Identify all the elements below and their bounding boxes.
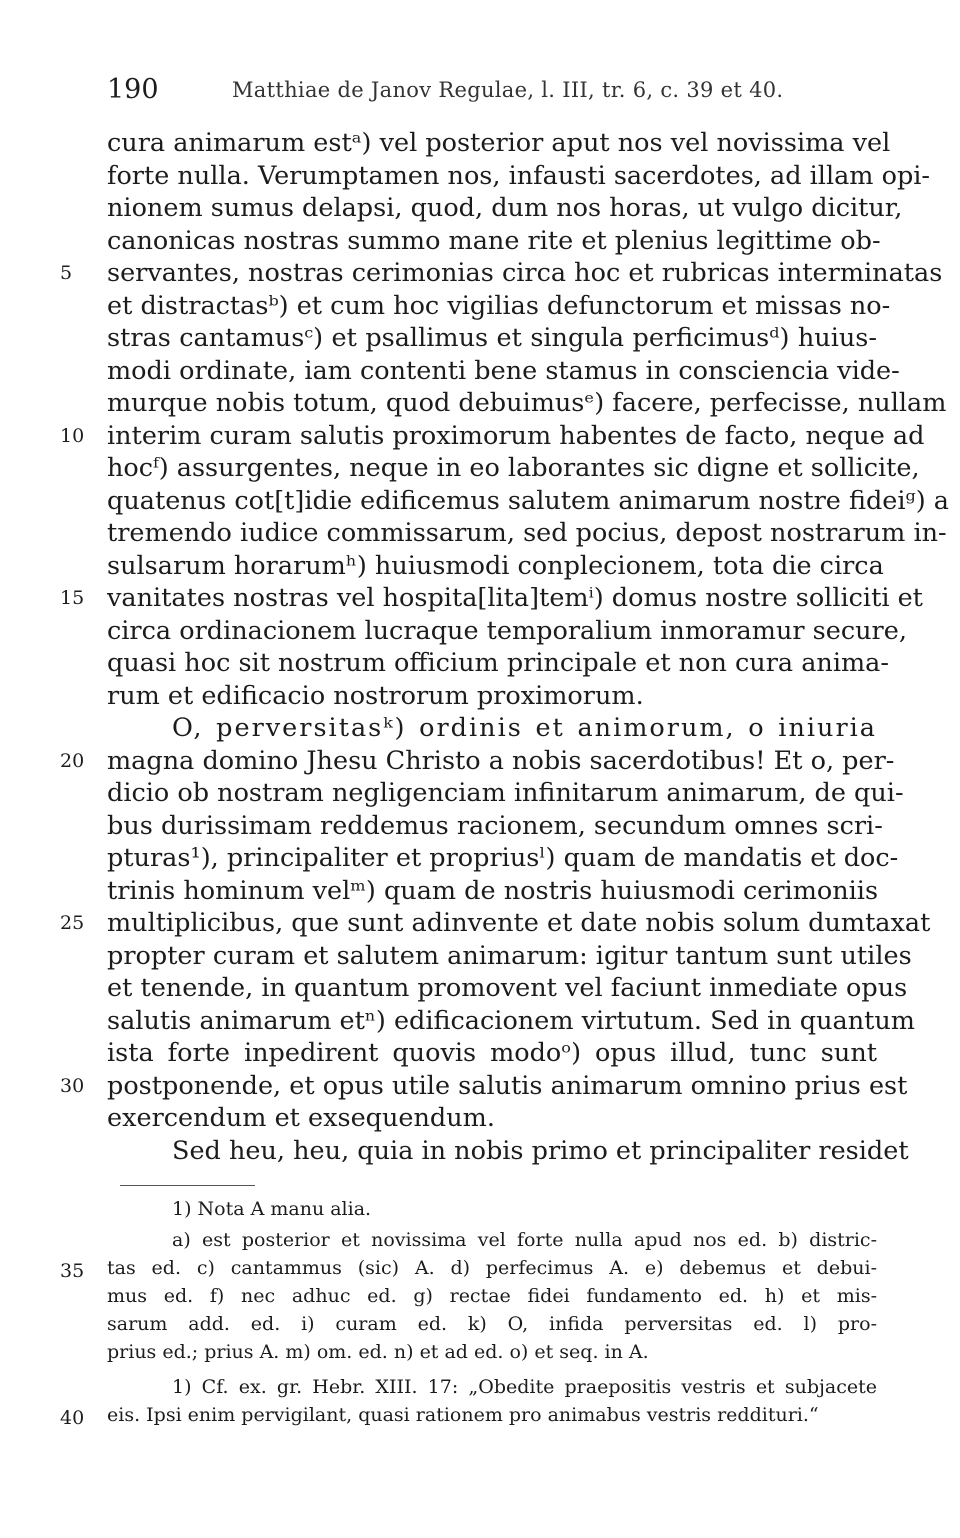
text-line: nionem sumus delapsi, quod, dum nos horas, ut vulgo dicitur,: [107, 193, 903, 223]
text-line: trinis hominum velᵐ) quam de nostris huiusmodi cerimoniis: [107, 875, 879, 906]
footnote-line: sarum add. ed. i) curam ed. k) O, infida perversitas ed. l) pro-: [107, 1313, 877, 1335]
footnote-divider: [120, 1185, 255, 1186]
text-line: servantes, nostras cerimonias circa hoc et rubricas interminatas: [107, 258, 943, 288]
text-line: bus durissimam reddemus racionem, secundum omnes scri-: [107, 810, 883, 841]
text-line: dicio ob nostram negligenciam infinitarum animarum, de qui-: [107, 778, 904, 808]
text-line: exercendum et exsequendum.: [107, 1103, 495, 1133]
footnote-line: 1) Cf. ex. gr. Hebr. XIII. 17: „Obedite praepositis vestris et subjacete: [172, 1376, 877, 1398]
text-line: tremendo iudice commissarum, sed pocius, depost nostrarum in-: [107, 518, 947, 548]
footnote-line: tas ed. c) cantammus (sic) A. d) perfecimus A. e) debemus et debui-: [107, 1257, 877, 1279]
text-line: rum et edificacio nostrorum proximorum.: [107, 680, 644, 711]
text-line: sulsarum horarumʰ) huiusmodi conplecionem, tota die circa: [107, 550, 884, 581]
text-line: postponende, et opus utile salutis animarum omnino prius est: [107, 1070, 908, 1101]
text-line: propter curam et salutem animarum: igitur tantum sunt utiles: [107, 940, 912, 971]
text-line: multiplicibus, que sunt adinvente et date nobis solum dumtaxat: [107, 908, 931, 938]
page-header: [0, 70, 960, 110]
text-line: O, perversitasᵏ) ordinis et animorum, o iniuria: [172, 713, 877, 743]
running-title: Matthiae de Janov Regulae, l. III, tr. 6, c. 39 et 40.: [232, 78, 784, 102]
text-line: et distractasᵇ) et cum hoc vigilias defunctorum et missas no-: [107, 290, 891, 321]
line-number: 35: [60, 1260, 85, 1282]
line-number: 5: [60, 262, 73, 284]
page-number: 190: [107, 74, 159, 105]
text-line: salutis animarum etⁿ) edificacionem virtutum. Sed in quantum: [107, 1005, 915, 1036]
text-line: quasi hoc sit nostrum officium principale et non cura anima-: [107, 648, 889, 678]
text-line: forte nulla. Verumptamen nos, infausti sacerdotes, ad illam opi-: [107, 160, 931, 191]
footnote-line: prius ed.; prius A. m) om. ed. n) et ad ed. o) et seq. in A.: [107, 1341, 649, 1363]
text-line: circa ordinacionem lucraque temporalium inmoramur secure,: [107, 615, 907, 646]
line-number: 25: [60, 912, 85, 934]
text-line: Sed heu, heu, quia in nobis primo et principaliter residet: [172, 1135, 909, 1166]
footnote-line: mus ed. f) nec adhuc ed. g) rectae fidei fundamento ed. h) et mis-: [107, 1285, 877, 1307]
line-number: 20: [60, 749, 85, 772]
line-number: 30: [60, 1074, 85, 1097]
text-line: quatenus cot[t]idie edificemus salutem animarum nostre fideiᵍ) a: [107, 485, 950, 516]
footnote-line: a) est posterior et novissima vel forte nulla apud nos ed. b) distric-: [172, 1229, 877, 1251]
line-number: 40: [60, 1407, 85, 1429]
footnote-line: eis. Ipsi enim pervigilant, quasi rationem pro animabus vestris reddituri.“: [107, 1404, 819, 1426]
text-line: modi ordinate, iam contenti bene stamus in consciencia vide-: [107, 355, 900, 386]
text-line: pturas¹), principaliter et propriusˡ) quam de mandatis et doc-: [107, 843, 899, 873]
text-line: canonicas nostras summo mane rite et plenius legittime ob-: [107, 225, 881, 256]
line-number: 10: [60, 424, 85, 447]
text-line: magna domino Jhesu Christo a nobis sacerdotibus! Et o, per-: [107, 745, 895, 776]
text-line: ista forte inpedirent quovis modoᵒ) opus illud, tunc sunt: [107, 1038, 877, 1068]
text-line: et tenende, in quantum promovent vel faciunt inmediate opus: [107, 973, 908, 1003]
text-line: cura animarum estᵃ) vel posterior aput nos vel novissima vel: [107, 128, 891, 158]
text-line: hocᶠ) assurgentes, neque in eo laborantes sic digne et sollicite,: [107, 453, 920, 483]
line-number: 15: [60, 587, 85, 609]
text-line: murque nobis totum, quod debuimusᵉ) facere, perfecisse, nullam: [107, 388, 947, 418]
footnote-line: 1) Nota A manu alia.: [172, 1198, 372, 1220]
text-line: interim curam salutis proximorum habentes de facto, neque ad: [107, 420, 925, 451]
text-line: stras cantamusᶜ) et psallimus et singula perficimusᵈ) huius-: [107, 323, 877, 353]
text-line: vanitates nostras vel hospita[lita]temⁱ) domus nostre solliciti et: [107, 583, 923, 613]
